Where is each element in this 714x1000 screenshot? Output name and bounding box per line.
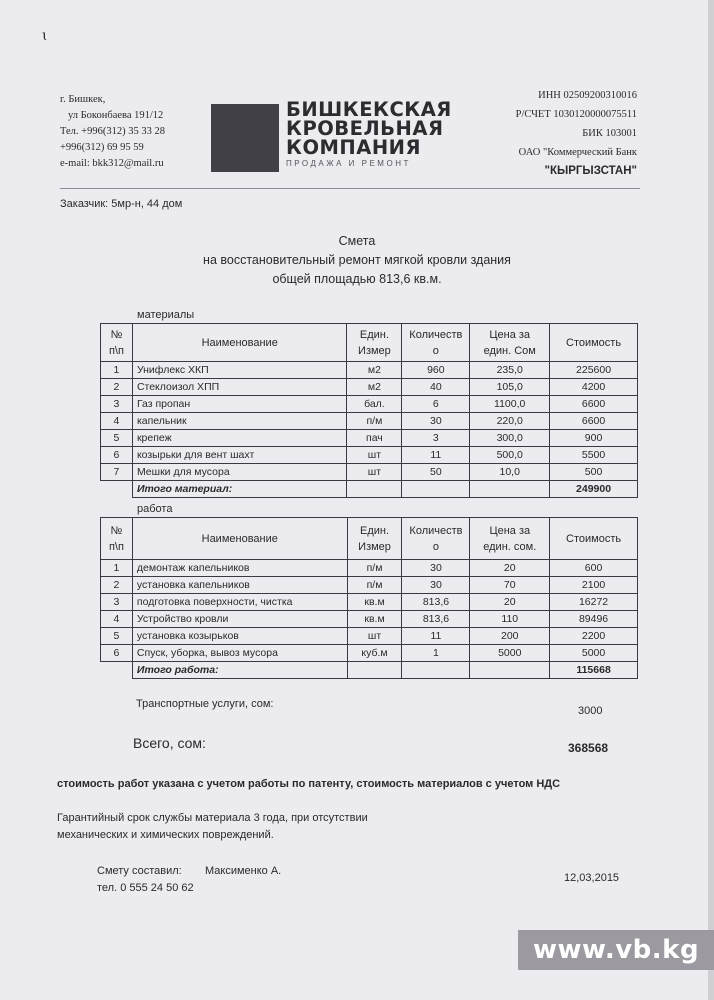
table-cell: козырьки для вент шахт [132,447,347,464]
table-cell: 6 [101,447,133,464]
table-cell: 30 [402,413,470,430]
table-cell: кв.м [347,594,402,611]
vat-note: стоимость работ указана с учетом работы по патенту, стоимость материалов с учетом НДС [57,778,561,790]
table-cell: 105,0 [470,379,550,396]
table-cell: 11 [402,628,470,645]
table-cell: п/м [347,413,402,430]
table-cell: 600 [550,560,638,577]
table-cell: пач [347,430,402,447]
bank-line: БИК 103001 [582,128,637,139]
table-cell: 4 [101,413,133,430]
table-cell [402,481,470,498]
table-cell: капельник [132,413,347,430]
table-cell: 960 [402,362,470,379]
table-cell: 5000 [470,645,550,662]
table-cell: 300,0 [470,430,550,447]
table-cell: 500 [550,464,638,481]
table-cell: п/м [347,560,402,577]
table-cell: 16272 [550,594,638,611]
table-row [101,560,638,577]
table-cell: м2 [347,362,402,379]
table-cell: 2 [101,577,133,594]
table-cell: 3 [402,430,470,447]
table-cell: 5500 [550,447,638,464]
warranty-line: механических и химических повреждений. [57,829,274,841]
table-cell: м2 [347,379,402,396]
table-cell: 1 [101,362,133,379]
table-cell [470,481,550,498]
doc-title: Смета [338,234,376,248]
table-cell [470,662,550,679]
table-cell: 813,6 [402,594,470,611]
table-row [101,430,638,447]
total-label: Итого материал: [132,481,347,498]
table-row [101,413,638,430]
table-cell: 5 [101,628,133,645]
table-cell: 6600 [550,413,638,430]
table-cell: 5000 [550,645,638,662]
table-cell: крепеж [132,430,347,447]
table-cell: подготовка поверхности, чистка [132,594,347,611]
table-row [101,611,638,628]
table-cell: 1 [402,645,470,662]
table-cell: 6 [402,396,470,413]
column-header: Наименование [132,518,347,560]
table-cell [402,662,470,679]
doc-subtitle-area: общей площадью 813,6 кв.м. [272,272,442,286]
customer-line: Заказчик: 5мр-н, 44 дом [60,198,183,210]
table-cell: 30 [402,560,470,577]
works-label: работа [137,503,173,515]
table-cell [101,481,133,498]
table-row [101,577,638,594]
total-row [101,662,638,679]
column-header: Един. Измер [347,324,402,362]
logo-line: КРОВЕЛЬНАЯ [286,117,444,140]
address-line: ул Боконбаева 191/12 [68,110,164,121]
document-date: 12,03,2015 [564,872,620,884]
table-cell [347,481,402,498]
table-cell: шт [347,628,402,645]
company-logo-mark [211,104,279,172]
logo-line: БИШКЕКСКАЯ [286,98,452,121]
table-cell: 10,0 [470,464,550,481]
table-cell: 7 [101,464,133,481]
total-value: 115668 [550,662,638,679]
compiled-name: Максименко А. [205,865,282,877]
company-address [60,92,165,172]
table-cell: бал. [347,396,402,413]
logo-line: КОМПАНИЯ [286,136,421,159]
table-cell: 20 [470,594,550,611]
table-row [101,628,638,645]
table-cell: шт [347,447,402,464]
total-row [101,481,638,498]
table-cell: установка козырьков [132,628,347,645]
company-logo [286,100,452,168]
address-line: e-mail: bkk312@mail.ru [60,158,164,169]
grand-total-value: 368568 [568,741,609,755]
table-cell: Стеклоизол ХПП [132,379,347,396]
table-cell: 500,0 [470,447,550,464]
column-header: № п\п [101,324,133,362]
table-cell: 225600 [550,362,638,379]
table-cell [101,662,133,679]
doc-subtitle: на восстановительный ремонт мягкой кровли здания [203,253,511,267]
transport-label: Транспортные услуги, сом: [136,698,274,710]
column-header: Един. Измер [347,518,402,560]
address-line: г. Бишкек, [60,94,106,105]
corner-mark: ɩ [42,28,48,44]
table-cell: шт [347,464,402,481]
table-cell: 1 [101,560,133,577]
table-cell: 900 [550,430,638,447]
column-header: Стоимость [550,518,638,560]
table-cell: установка капельников [132,577,347,594]
table-cell: 200 [470,628,550,645]
table-cell: Унифлекс ХКП [132,362,347,379]
column-header: Количеств о [402,518,470,560]
compiler-phone: тел. 0 555 24 50 62 [97,882,194,894]
table-cell: 20 [470,560,550,577]
table-cell [347,662,402,679]
table-cell: Мешки для мусора [132,464,347,481]
bank-line: ИНН 02509200310016 [538,90,637,101]
address-line: Тел. +996(312) 35 33 28 [60,126,165,137]
works-table [100,517,638,679]
grand-total-label: Всего, сом: [133,735,206,751]
table-row [101,379,638,396]
table-cell: Спуск, уборка, вывоз мусора [132,645,347,662]
bank-country: "КЫРГЫЗСТАН" [544,165,637,177]
table-cell: куб.м [347,645,402,662]
table-row [101,645,638,662]
watermark: www.vb.kg [518,930,714,970]
total-value: 249900 [550,481,638,498]
warranty-line: Гарантийный срок службы материала 3 года, при отсутствии [57,812,368,824]
transport-value: 3000 [578,705,603,717]
table-cell: 813,6 [402,611,470,628]
table-cell: 3 [101,396,133,413]
materials-table [100,323,638,498]
compiled-label: Смету составил: [97,865,182,877]
page-edge [708,0,714,1000]
table-row [101,594,638,611]
table-cell: 110 [470,611,550,628]
table-cell: кв.м [347,611,402,628]
table-row [101,464,638,481]
bank-details [516,86,637,181]
table-cell: 4200 [550,379,638,396]
bank-line: Р/СЧЕТ 1030120000075511 [515,109,637,120]
table-cell: 70 [470,577,550,594]
table-row [101,447,638,464]
table-cell: 4 [101,611,133,628]
total-label: Итого работа: [132,662,347,679]
table-cell: 50 [402,464,470,481]
bank-line: ОАО "Коммерческий Банк [518,147,637,158]
column-header: Цена за един. Сом [470,324,550,362]
table-row [101,396,638,413]
table-cell: п/м [347,577,402,594]
table-cell: 220,0 [470,413,550,430]
table-cell: 5 [101,430,133,447]
column-header: Количеств о [402,324,470,362]
table-cell: 89496 [550,611,638,628]
address-line: +996(312) 69 95 59 [60,142,144,153]
table-cell: 30 [402,577,470,594]
table-row [101,362,638,379]
table-cell: 3 [101,594,133,611]
column-header: Цена за един. сом. [470,518,550,560]
table-cell: 2200 [550,628,638,645]
header-divider [60,188,640,189]
materials-label: материалы [137,309,195,321]
table-cell: 2 [101,379,133,396]
logo-subtitle: ПРОДАЖА И РЕМОНТ [286,159,411,168]
table-cell: демонтаж капельников [132,560,347,577]
table-cell: 1100,0 [470,396,550,413]
column-header: № п\п [101,518,133,560]
table-cell: 6600 [550,396,638,413]
table-cell: 235,0 [470,362,550,379]
table-cell: 40 [402,379,470,396]
table-cell: Газ пропан [132,396,347,413]
table-cell: Устройство кровли [132,611,347,628]
table-cell: 2100 [550,577,638,594]
column-header: Стоимость [550,324,638,362]
table-cell: 6 [101,645,133,662]
table-cell: 11 [402,447,470,464]
column-header: Наименование [132,324,347,362]
